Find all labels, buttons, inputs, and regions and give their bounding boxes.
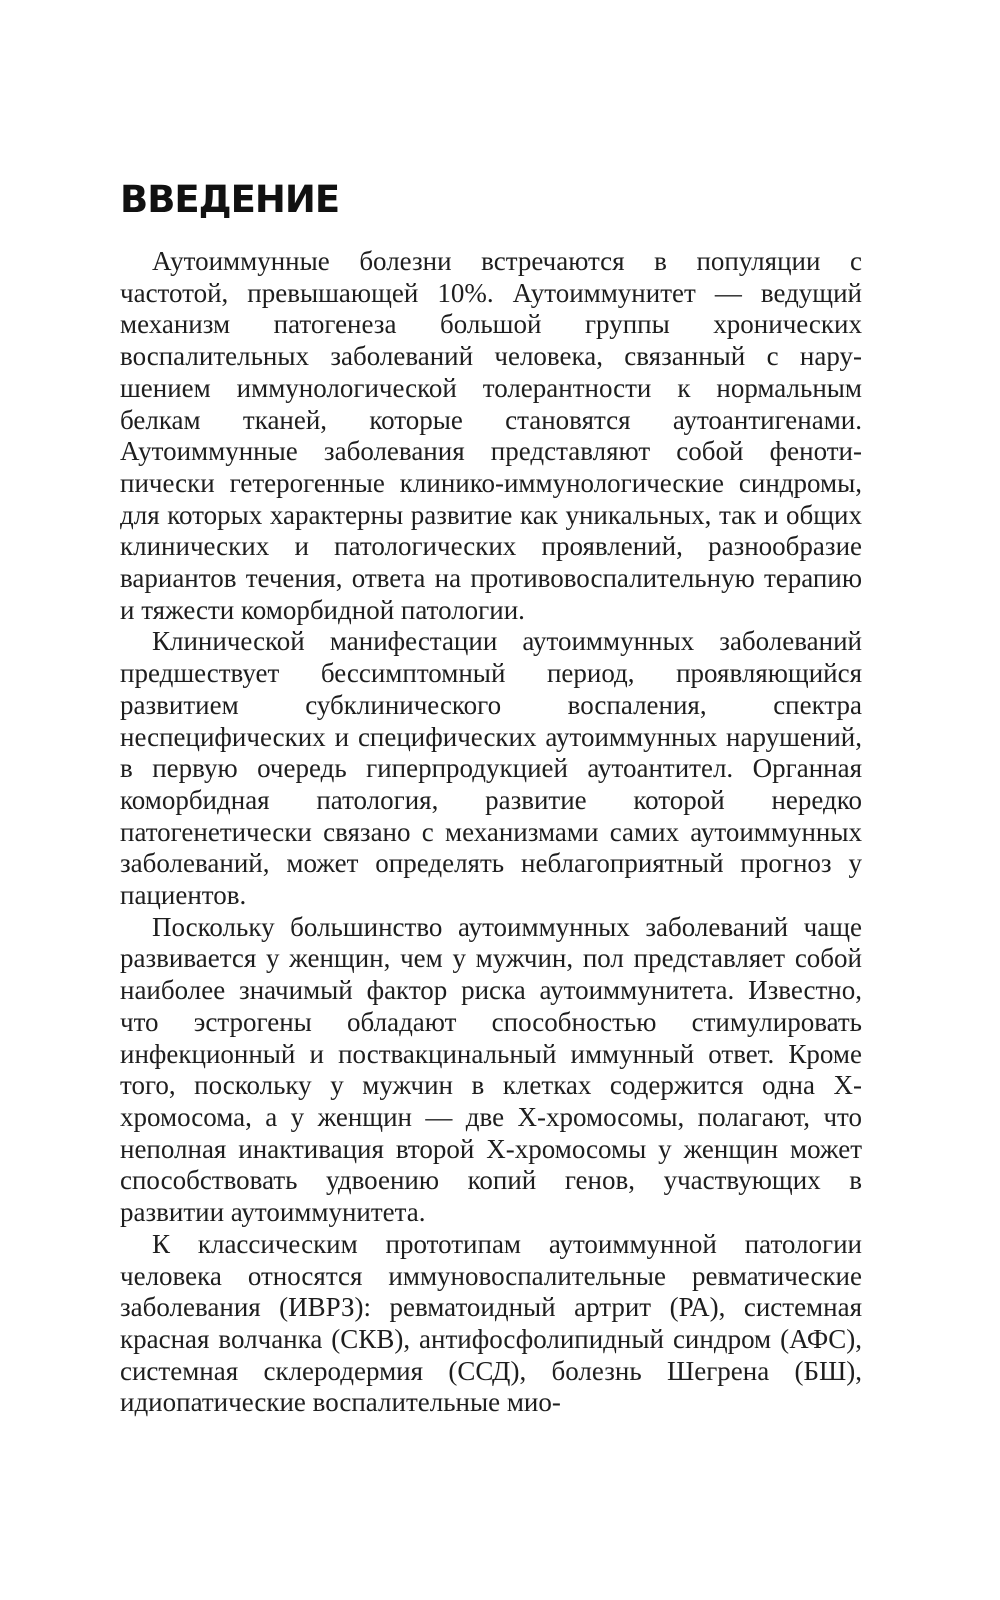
paragraph-sex-risk-factor: Поскольку большинство аутоиммунных заболеваний чаще развивается у женщин, чем у мужчин, пол представляет собой наиболее значимый фактор риска аутоиммунитета. Известно, что эстрогены обладают способностью стимулировать инфекционный и поствакцинальный иммунный ответ. Кроме того, поскольку у мужчин в клетках содержится одна Х-хромосома, а у женщин — две Х-хромосомы, полагают, что неполная инактивация второй Х-хромосомы у женщин может способствовать удвоению копий генов, участвующих в развитии аутоиммунитета. [120,911,862,1228]
paragraph-classic-prototypes: К классическим прототипам аутоиммунной патологии человека относятся иммуновоспалительные ревматические заболевания (ИВРЗ): ревматоидный артрит (РА), системная красная волчанка (СКВ), антифосфолипидный синдром (АФС), системная склеродермия (ССД), болезнь Шегрена (БШ), идиопатические воспалительные мио- [120,1228,862,1418]
section-title: ВВЕДЕНИЕ [120,178,340,221]
paragraph-clinical-manifestation: Клинической манифестации аутоиммунных заболеваний предшествует бессимптомный период, проявляющийся развитием субклинического воспаления, спектра неспецифических и специфических аутоиммунных нарушений, в первую очередь гиперпродукцией аутоантител. Органная коморбидная патология, развитие которой нередко патогенетически связано с механизмами самих аутоиммунных заболеваний, может определять неблагоприятный прогноз у пациентов. [120,626,862,911]
paragraph-autoimmune-prevalence: Аутоиммунные болезни встречаются в популяции с частотой, превышающей 10%. Аутоиммунитет — ведущий механизм патогенеза большой группы хронических воспалительных заболеваний человека, связанный с нарушением иммунологической толерантности к нормальным белкам тканей, которые становятся аутоантигенами. Аутоиммунные заболевания представляют собой фенотипически гетерогенные клинико-иммунологические синдромы, для которых характерны развитие как уникальных, так и общих клинических и патологических проявлений, разнообразие вариантов течения, ответа на противовоспалительную терапию и тяжести коморбидной патологии. [120,246,862,625]
page-content [120,170,862,1419]
